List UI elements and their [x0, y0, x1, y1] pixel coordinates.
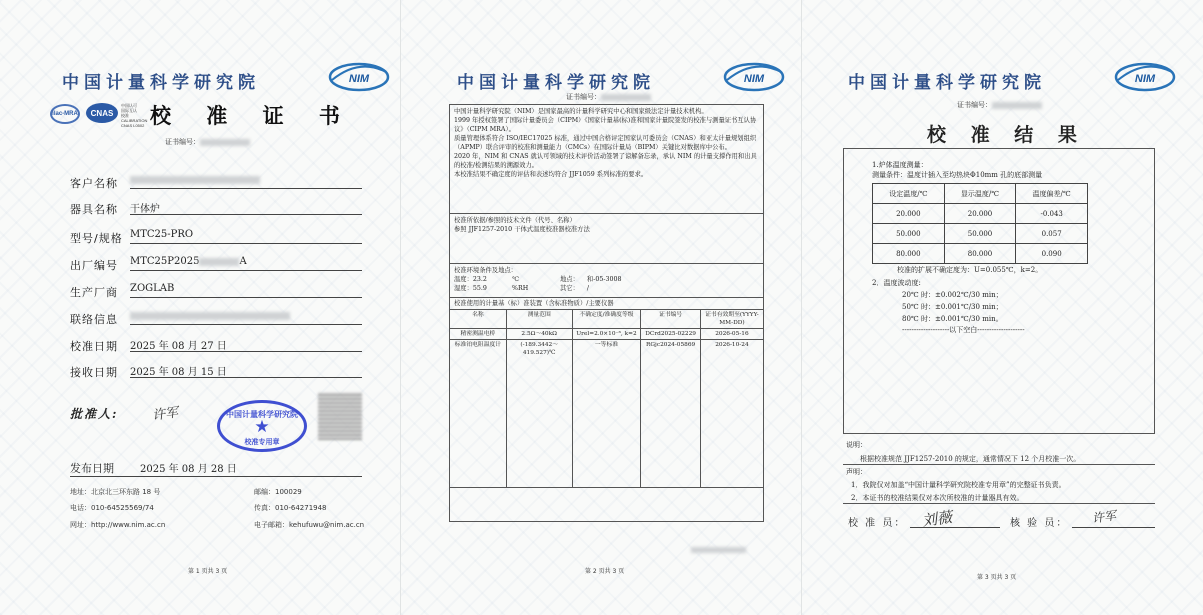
column-header: 名称 — [450, 310, 506, 329]
cert-number — [957, 100, 1042, 110]
divider — [843, 503, 1155, 504]
table-cell: 80.000 — [944, 244, 1016, 264]
env-row-temp — [454, 275, 759, 284]
page-footer: 第 2 页共 3 页 — [585, 568, 625, 575]
calibrator-signature: 刘薇 — [920, 507, 954, 530]
basis-label: 校准所依据/参照的技术文件（代号、名称） — [454, 217, 576, 224]
page-footer: 第 3 页共 3 页 — [977, 574, 1017, 581]
issue-date-value: 2025 年 08 月 28 日 — [140, 464, 237, 475]
table-cell: 80.000 — [873, 244, 945, 264]
divider — [843, 464, 1155, 465]
statement-label: 声明： — [846, 468, 867, 476]
institute-title: 中国计量科学研究院 — [848, 73, 1046, 93]
website-link[interactable]: 网址：http://www.nim.ac.cn — [70, 521, 166, 529]
place-label: 地点： — [560, 276, 579, 283]
basis-value: 参照 JJF1257-2010 干体式温度校准器校准方法 — [454, 226, 590, 233]
cert-number — [566, 92, 651, 102]
table-cell: -0.043 — [1016, 204, 1088, 224]
table-cell: 50.000 — [944, 224, 1016, 244]
issue-date-label: 发布日期 — [70, 462, 114, 475]
cnas-line: 国际互认 — [121, 108, 137, 113]
field-label: 器具名称 — [70, 203, 118, 216]
column-header: 证书编号 — [641, 310, 700, 329]
info-box — [449, 104, 764, 522]
field-label: 出厂编号 — [70, 259, 118, 272]
table-header-row — [450, 310, 763, 329]
nim-logo — [328, 60, 390, 92]
cnas-line: 校准 — [121, 113, 129, 118]
fax: 传真：010-64271948 — [254, 504, 327, 512]
env-row-humidity — [454, 284, 759, 293]
env-label: 校准环境条件及地点： — [454, 267, 517, 274]
receive-date-value: 2025 年 08 月 15 日 — [130, 363, 362, 378]
redacted-value — [200, 139, 250, 146]
table-cell: 标准铂电阻温度计 — [450, 340, 506, 488]
institute-title: 中国计量科学研究院 — [62, 73, 260, 93]
table-header-row — [873, 184, 1088, 204]
table-row — [873, 244, 1088, 264]
model-value: MTC25-PRO — [130, 229, 362, 244]
intro-paragraph: 1999 年授权签署了国际计量委员会（CIPM）《国家计量基(标)准和国家计量院签发的校准与测量证书互认协议》（CIPM MRA）。 — [454, 117, 757, 133]
table-cell: 20.000 — [873, 204, 945, 224]
table-cell: (-189.3442～419.527)℃ — [506, 340, 572, 488]
star-icon: ★ — [254, 417, 270, 437]
table-cell: 50.000 — [873, 224, 945, 244]
temp-unit: ℃ — [512, 276, 520, 283]
humidity-label: 湿度：55.9 — [454, 285, 487, 292]
certificate-title: 校 准 证 书 — [150, 103, 354, 128]
field-label: 型号/规格 — [70, 232, 123, 245]
redacted-value — [691, 547, 746, 553]
column-header: 不确定度/准确度等级 — [572, 310, 641, 329]
other-label: 其它： — [560, 285, 579, 292]
humidity-unit: %RH — [512, 285, 529, 292]
redacted-value — [601, 94, 651, 101]
statement-1: 1．我院仅对加盖“中国计量科学研究院校准专用章”的完整证书负责。 — [851, 481, 1066, 489]
ilac-mra-logo: ilac-MRA — [50, 104, 80, 124]
seal-bottom-text: 校准专用章 — [244, 438, 280, 446]
instrument-name-value: 干体炉 — [130, 200, 362, 215]
table-row — [873, 224, 1088, 244]
field-label: 生产厂商 — [70, 286, 118, 299]
blank-below-line: --------------------以下空白-------------------- — [902, 326, 1025, 334]
cnas-line: CNAS L0502 — [121, 123, 145, 128]
table-cell: RGjc2024-05869 — [641, 340, 700, 488]
approver-signature: 许军 — [151, 405, 180, 424]
certificate-info-page — [401, 0, 802, 615]
table-cell: 2026-10-24 — [700, 340, 763, 488]
column-header: 显示温度/℃ — [944, 184, 1016, 204]
calibration-date-value: 2025 年 08 月 27 日 — [130, 337, 362, 352]
table-cell: Urel=2.0×10⁻⁶, k=2 — [572, 329, 641, 340]
redacted-value — [992, 102, 1042, 109]
calibration-seal — [217, 400, 307, 452]
table-row — [450, 329, 763, 340]
column-header: 测量范围 — [506, 310, 572, 329]
note-label: 说明： — [846, 441, 867, 449]
note-text: 根据校准规范 JJF1257-2010 的规定，通常情况下 12 个月校准一次。 — [860, 455, 1081, 463]
qr-code — [318, 392, 362, 440]
address: 地址：北京北三环东路 18 号 — [70, 488, 161, 496]
table-row — [450, 340, 763, 488]
other-value: / — [586, 285, 590, 292]
table-cell: 0.057 — [1016, 224, 1088, 244]
calibration-results-page — [802, 0, 1203, 615]
table-cell: 一等标准 — [572, 340, 641, 488]
cnas-accreditation-text — [121, 103, 147, 128]
customer-name-value — [130, 174, 362, 189]
table-cell: 精密测温电桥 — [450, 329, 506, 340]
approver-label: 批准人: — [70, 407, 119, 421]
cnas-line: CALIBRATION — [121, 118, 148, 123]
certificate-cover-page — [0, 0, 401, 615]
column-header: 设定温度/℃ — [873, 184, 945, 204]
checker-signature: 许军 — [1091, 508, 1117, 526]
serial-prefix: MTC25P2025 — [130, 256, 200, 267]
serial-tail: A — [239, 256, 247, 267]
seal-top-text: 中国计量科学研究院 — [226, 410, 298, 419]
column-header: 证书有效期至(YYYY-MM-DD) — [700, 310, 763, 329]
divider — [70, 476, 362, 477]
serial-number-value — [130, 256, 362, 271]
intro-paragraph: 本校准结果不确定度的评估和表述均符合 JJF1059 系列标准的要求。 — [454, 171, 648, 178]
checker-label: 核 验 员： — [1010, 518, 1069, 529]
table-row — [873, 204, 1088, 224]
cnas-line: 中国认可 — [121, 103, 137, 108]
field-label: 接收日期 — [70, 366, 118, 379]
table-cell: 2026-05-16 — [700, 329, 763, 340]
calibration-basis — [450, 214, 763, 264]
temp-label: 温度：23.2 — [454, 276, 487, 283]
cert-number-label: 证书编号： — [957, 101, 992, 109]
measurement-condition: 测量条件：温度计插入至均热块Φ10mm 孔的底部测量 — [872, 171, 1043, 179]
signature-line — [910, 527, 1000, 528]
table-cell: 20.000 — [944, 204, 1016, 224]
uncertainty-statement: 校准的扩展不确定度为：U=0.055℃，k=2。 — [897, 266, 1043, 274]
instruments-label: 校准使用的计量基（标）准装置（含标准物质）/主要仪器 — [450, 298, 763, 310]
environment-section — [450, 264, 763, 298]
table-cell: DCrd2025-02229 — [641, 329, 700, 340]
calibrator-label: 校 准 员： — [848, 518, 907, 529]
email-link[interactable]: 电子邮箱：kehufuwu@nim.ac.cn — [254, 521, 365, 529]
table-cell: 2.5Ω～40kΩ — [506, 329, 572, 340]
intro-paragraph: 2020 年，NIM 和 CNAS 就认可领域的技术评价活动签署了谅解备忘录，承认 NIM 的计量支撑作用和出具的校准/检测结果的溯源效力。 — [454, 153, 757, 169]
cert-number — [165, 137, 250, 147]
page-footer: 第 1 页共 3 页 — [188, 568, 228, 575]
cnas-logo: CNAS — [86, 103, 118, 123]
logo-text: NIM — [348, 73, 370, 85]
redacted-value — [199, 258, 239, 266]
signature-line — [1072, 527, 1155, 528]
fluctuation-20: 20℃ 时：±0.002℃/30 min； — [902, 291, 1003, 299]
item-2-heading: 2．温度波动度: — [872, 279, 921, 287]
intro-paragraph: 中国计量科学研究院（NIM）是国家最高的计量科学研究中心和国家级法定计量技术机构。 — [454, 108, 708, 115]
contact-info-value — [130, 310, 362, 325]
fluctuation-80: 80℃ 时：±0.001℃/30 min。 — [902, 315, 1003, 323]
cert-number-label: 证书编号： — [566, 93, 601, 101]
redacted-value — [130, 176, 260, 184]
phone: 电话：010-64525569/74 — [70, 504, 154, 512]
cert-number-label: 证书编号： — [165, 138, 200, 146]
table-cell: 0.090 — [1016, 244, 1088, 264]
nim-logo — [723, 60, 785, 92]
logo-text: NIM — [1134, 73, 1156, 85]
column-header: 温度偏差/℃ — [1016, 184, 1088, 204]
institute-title: 中国计量科学研究院 — [457, 73, 655, 93]
nim-logo — [1114, 60, 1176, 92]
item-1-heading: 1.炉体温度测量： — [872, 161, 928, 169]
redacted-value — [130, 312, 290, 320]
institute-intro — [450, 105, 763, 214]
results-title: 校 准 结 果 — [927, 124, 1086, 146]
postcode: 邮编：100029 — [254, 488, 302, 496]
statement-2: 2．本证书的校准结果仅对本次所校准的计量器具有效。 — [851, 494, 1024, 502]
intro-paragraph: 质量管理体系符合 ISO/IEC17025 标准，通过中国合格评定国家认可委员会（CNAS）和亚太计量规划组织（APMP）联合评审的校准和测量能力（CMCs）在国际计量局（BIPM）关键比对数据库中公布。 — [454, 135, 757, 151]
field-label: 联络信息 — [70, 313, 118, 326]
instruments-table — [450, 310, 763, 488]
fluctuation-50: 50℃ 时：±0.001℃/30 min； — [902, 303, 1003, 311]
manufacturer-value: ZOGLAB — [130, 283, 362, 298]
logo-text: NIM — [743, 73, 765, 85]
field-label: 客户名称 — [70, 177, 118, 190]
field-label: 校准日期 — [70, 340, 118, 353]
temperature-results-table — [872, 183, 1088, 264]
place-value: 和-05-3008 — [586, 276, 622, 283]
watermark-text — [691, 546, 746, 554]
